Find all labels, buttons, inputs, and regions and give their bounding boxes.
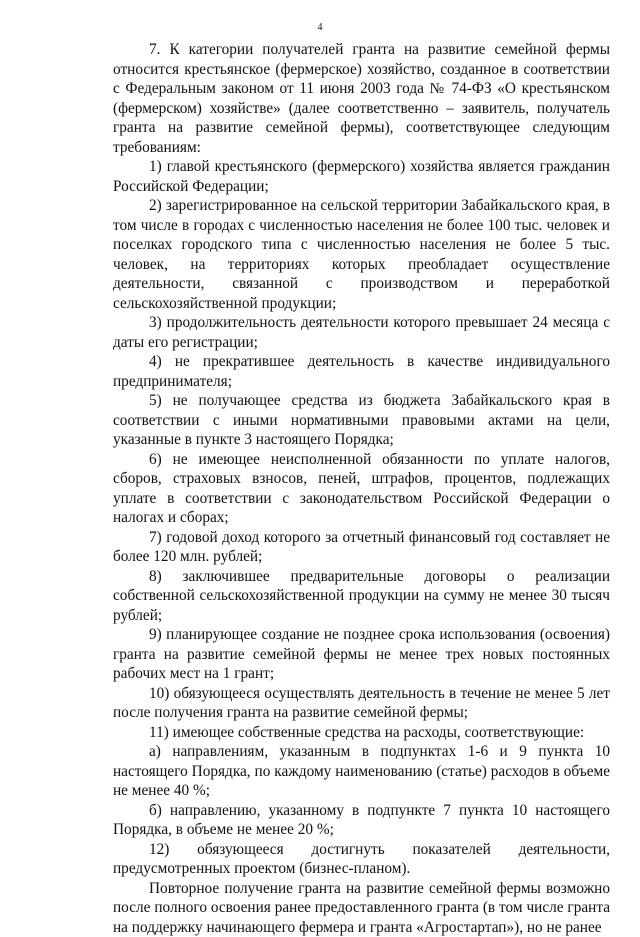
paragraph-subitem-8: 8) заключившее предварительные договоры о реализации собственной сельскохозяйственной продукции на сумму не менее 30 тысяч рублей; xyxy=(113,567,610,626)
paragraph-subitem-9: 9) планирующее создание не позднее срока использования (освоения) гранта на развитие семейной фермы не менее трех новых постоянных рабочих мест на 1 грант; xyxy=(113,625,610,684)
paragraph-item-7: 7. К категории получателей гранта на развитие семейной фермы относится крестьянское (фермерское) хозяйство, созданное в соответствии с Федеральным законом от 11 июня 2003 года № 74-ФЗ «О крестьянском (фермерском) хозяйстве» (далее соответственно – заявитель, получатель гранта на развитие семейной фермы), соответствующее следующим требованиям: xyxy=(113,40,610,157)
paragraph-subitem-4: 4) не прекратившее деятельность в качестве индивидуального предпринимателя; xyxy=(113,352,610,391)
paragraph-subitem-10: 10) обязующееся осуществлять деятельность в течение не менее 5 лет после получения гранта на развитие семейной фермы; xyxy=(113,684,610,723)
paragraph-subitem-5: 5) не получающее средства из бюджета Забайкальского края в соответствии с иными нормативными правовыми актами на цели, указанные в пункте 3 настоящего Порядка; xyxy=(113,391,610,450)
paragraph-repeat-grant: Повторное получение гранта на развитие семейной фермы возможно после полного освоения ранее предоставленного гранта (в том числе гранта на поддержку начинающего фермера и гранта «Агростартап»), но не ранее xyxy=(113,879,610,937)
paragraph-subitem-6: 6) не имеющее неисполненной обязанности по уплате налогов, сборов, страховых взносов, пеней, штрафов, процентов, подлежащих уплате в соответствии с законодательством Российской Федерации о налогах и сборах; xyxy=(113,450,610,528)
paragraph-subitem-2: 2) зарегистрированное на сельской территории Забайкальского края, в том числе в городах с численностью населения не более 100 тыс. человек и поселках городского типа с численностью населения не более 5 тыс. человек, на территориях которых преобладает осуществление деятельности, связанной с производством и переработкой сельскохозяйственной продукции; xyxy=(113,196,610,313)
page-number: 4 xyxy=(0,22,640,33)
paragraph-subitem-12: 12) обязующееся достигнуть показателей деятельности, предусмотренных проектом (бизнес-планом). xyxy=(113,840,610,879)
document-body xyxy=(113,40,610,937)
paragraph-subitem-7: 7) годовой доход которого за отчетный финансовый год составляет не более 120 млн. рублей; xyxy=(113,528,610,567)
paragraph-subitem-3: 3) продолжительность деятельности которого превышает 24 месяца с даты его регистрации; xyxy=(113,313,610,352)
paragraph-subitem-11-b: б) направлению, указанному в подпункте 7 пункта 10 настоящего Порядка, в объеме не менее 20 %; xyxy=(113,801,610,840)
paragraph-subitem-1: 1) главой крестьянского (фермерского) хозяйства является гражданин Российской Федерации; xyxy=(113,157,610,196)
paragraph-subitem-11-a: а) направлениям, указанным в подпунктах 1-6 и 9 пункта 10 настоящего Порядка, по каждому наименованию (статье) расходов в объеме не менее 40 %; xyxy=(113,742,610,801)
paragraph-subitem-11: 11) имеющее собственные средства на расходы, соответствующие: xyxy=(113,723,610,743)
